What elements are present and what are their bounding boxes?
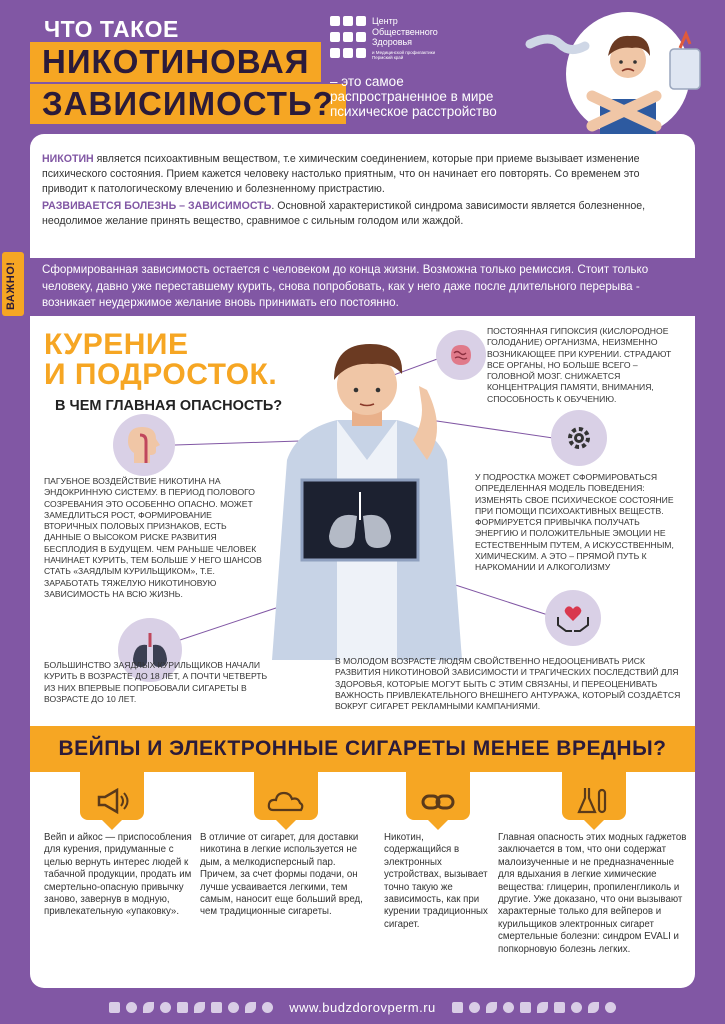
behavior-text: У ПОДРОСТКА МОЖЕТ СФОРМИРОВАТЬСЯ ОПРЕДЕЛЕННАЯ МОДЕЛЬ ПОВЕДЕНИЯ: ИЗМЕНЯТЬ СВОЕ ПСИХИЧЕСКОЕ СОСТОЯНИЕ ПРИ ПОМОЩИ ПСИХОАКТИВНЫХ ВЕЩЕСТВ. ФОРМИРУЕТСЯ ПРИВЫЧКА ПОЛУЧАТЬ ЭНЕРГИЮ И ПОЛОЖИТЕЛЬНЫЕ ЭМОЦИИ НЕ ЕСТЕСТВЕННЫМ ПУТЕМ, А ИСКУССТВЕННЫМ, ХИМИЧЕСКИМ. А ЭТО – ПРЯМОЙ ПУТЬ К НАРКОМАНИИ И АЛКОГОЛИЗМУ: [475, 472, 674, 573]
logo-line-2: Общественного: [372, 26, 438, 37]
vapor-cloud-icon: [254, 772, 318, 820]
footer: [0, 990, 725, 1024]
logo-line-3: Здоровья: [372, 37, 413, 47]
hypoxia-text: ПОСТОЯННАЯ ГИПОКСИЯ (КИСЛОРОДНОЕ ГОЛОДАНИЕ) ОРГАНИЗМА, НЕИЗМЕННО ВОЗНИКАЮЩЕЕ ПРИ КУРЕНИИ. СТРАДАЮТ ВСЕ ОРГАНЫ, НО БОЛЬШЕ ВСЕГО – ГОЛОВНОЙ МОЗГ. СНИЖАЕТСЯ КОНЦЕНТРАЦИЯ ПАМЯТИ, ВНИМАНИЯ, СПОСОБНОСТЬ К ОБУЧЕНИЮ.: [487, 326, 672, 404]
vape-col2-text: В отличие от сигарет, для доставки никотина в легкие используется не дым, а мелкодисперсный пар. Причем, за счет формы подачи, он лучше усваивается легкими, тем самым, наносит еще больший вред, чем традиционные сигареты.: [200, 832, 363, 918]
smoking-title-line-1: КУРЕНИЕ: [44, 328, 189, 361]
website-link[interactable]: www.budzdorovperm.ru: [289, 999, 436, 1015]
gear-head-icon: [551, 410, 607, 466]
decorative-shapes-icon: [452, 1002, 616, 1013]
nicotine-definition: является психоактивным веществом, т.е химическим соединением, которые при приеме вызывает изменение психического состояния. Прием кажется человеку настолько приятным, что он начинает его повторять. Со временем это приводит к патологическому влечению и болезненному пристрастию.: [42, 153, 640, 195]
logo-subtext: и Медицинской профилактики Пермский край: [372, 49, 436, 60]
young-age-text: В МОЛОДОМ ВОЗРАСТЕ ЛЮДЯМ СВОЙСТВЕННО НЕДООЦЕНИВАТЬ РИСК РАЗВИТИЯ НИКОТИНОВОЙ ЗАВИСИМОСТИ И ТРАГИЧЕСКИХ ПОСЛЕДСТВИЙ ДЛЯ ЗДОРОВЬЯ, КОТОРЫЕ МОГУТ БЫТЬ С ЭТИМ СВЯЗАНЫ, И ПЕРЕОЦЕНИВАТЬ ВАЖНОСТЬ ПРИВЛЕКАТЕЛЬНОГО ВНЕШНЕГО АНТУРАЖА, КОТОРЫЙ СОЗДАЁТСЯ ВОКРУГ СИГАРЕТ РЕКЛАМНЫМИ КАМПАНИЯМИ.: [335, 656, 681, 712]
nicotine-highlight: НИКОТИН: [42, 153, 94, 165]
disease-definition: . Основной характеристикой синдрома зависимости является болезненное, неодолимое желание принять вещество, сравнимое с сильным голодом или жаждой.: [42, 200, 646, 227]
title-line-1: ЧТО ТАКОЕ: [44, 16, 179, 42]
important-note: Сформированная зависимость остается с человеком до конца жизни. Возможна только ремиссия. Стоит только человеку, давно уже переставшему курить, снова попробовать, как у него даже после длительного перерыва - возникает неудержимое желание вновь принимать его постоянно.: [30, 258, 695, 316]
chain-link-icon: [406, 772, 470, 820]
important-tab-label: ВАЖНО!: [5, 261, 17, 310]
heart-in-hands-icon: [545, 590, 601, 646]
smoking-title-line-2: И ПОДРОСТОК.: [44, 358, 278, 391]
megaphone-icon: [80, 772, 144, 820]
title-line-3: ЗАВИСИМОСТЬ?: [30, 84, 346, 124]
vape-col3-text: Никотин, содержащийся в электронных устройствах, вызывает точно такую же зависимость, как при курении традиционных сигарет.: [384, 832, 488, 930]
chemistry-flask-icon: [562, 772, 626, 820]
decorative-shapes-icon: [109, 1002, 273, 1013]
smoking-subtitle: В ЧЕМ ГЛАВНАЯ ОПАСНОСТЬ?: [55, 398, 283, 414]
head-throat-icon: [113, 414, 175, 476]
teen-xray-illustration: [262, 340, 472, 660]
vape-col1-text: Вейп и айкос — приспособления для курения, придуманные с целью вернуть интерес людей к табачной продукции, продать им смертельно-опасную привычку заново, завернув в модную, привлекательную «упаковку».: [44, 832, 192, 918]
vape-col4-text: Главная опасность этих модных гаджетов заключается в том, что они содержат малоизученные и не предназначенные для вдыхания в легкие химические вещества: глицерин, пропиленгликоль и другие. Уже доказано, что они вызывают характерные только для вейперов и курильщиков электронных сигарет смертельные болезни: синдром EVALI и попкорновую болезнь легких.: [498, 832, 687, 955]
vapes-title: ВЕЙПЫ И ЭЛЕКТРОННЫЕ СИГАРЕТЫ МЕНЕЕ ВРЕДНЫ?: [30, 726, 695, 772]
header-subtitle: – это самое распространенное в мире психическое расстройство: [330, 74, 497, 119]
disease-highlight: РАЗВИВАЕТСЯ БОЛЕЗНЬ – ЗАВИСИМОСТЬ: [42, 200, 272, 212]
majority-text: БОЛЬШИНСТВО ЗАЯДЛЫХ КУРИЛЬЩИКОВ НАЧАЛИ КУРИТЬ В ВОЗРАСТЕ ДО 18 ЛЕТ, А ПОЧТИ ЧЕТВЕРТЬ ИЗ НИХ ВПЕРВЫЕ ПОПРОБОВАЛИ СИГАРЕТЫ В ВОЗРАСТЕ ДО 10 ЛЕТ.: [44, 660, 268, 704]
logo-line-1: Центр: [372, 16, 398, 26]
title-line-2: НИКОТИНОВАЯ: [30, 42, 321, 82]
endocrine-text: ПАГУБНОЕ ВОЗДЕЙСТВИЕ НИКОТИНА НА ЭНДОКРИННУЮ СИСТЕМУ. В ПЕРИОД ПОЛОВОГО СОЗРЕВАНИЯ ЭТО ОСОБЕННО ОПАСНО. МОЖЕТ ЗАМЕДЛИТЬСЯ РОСТ, ФОРМИРОВАНИЕ ВТОРИЧНЫХ ПОЛОВЫХ ПРИЗНАКОВ, ЕСТЬ ДАННЫЕ О ВЫСОКОМ РИСКЕ РАЗВИТИЯ БЕСПЛОДИЯ В БУДУЩЕМ. ЧЕМ РАНЬШЕ ЧЕЛОВЕК НАЧИНАЕТ КУРИТЬ, ТЕМ БОЛЬШЕ У НЕГО ШАНСОВ СТАТЬ «ЗАЯДЛЫМ КУРИЛЬЩИКОМ», Т.Е. ЗАРАБОТАТЬ ТЯЖЕЛУЮ НИКОТИНОВУЮ ЗАВИСИМОСТЬ НА ВСЮ ЖИЗНЬ.: [44, 476, 262, 599]
